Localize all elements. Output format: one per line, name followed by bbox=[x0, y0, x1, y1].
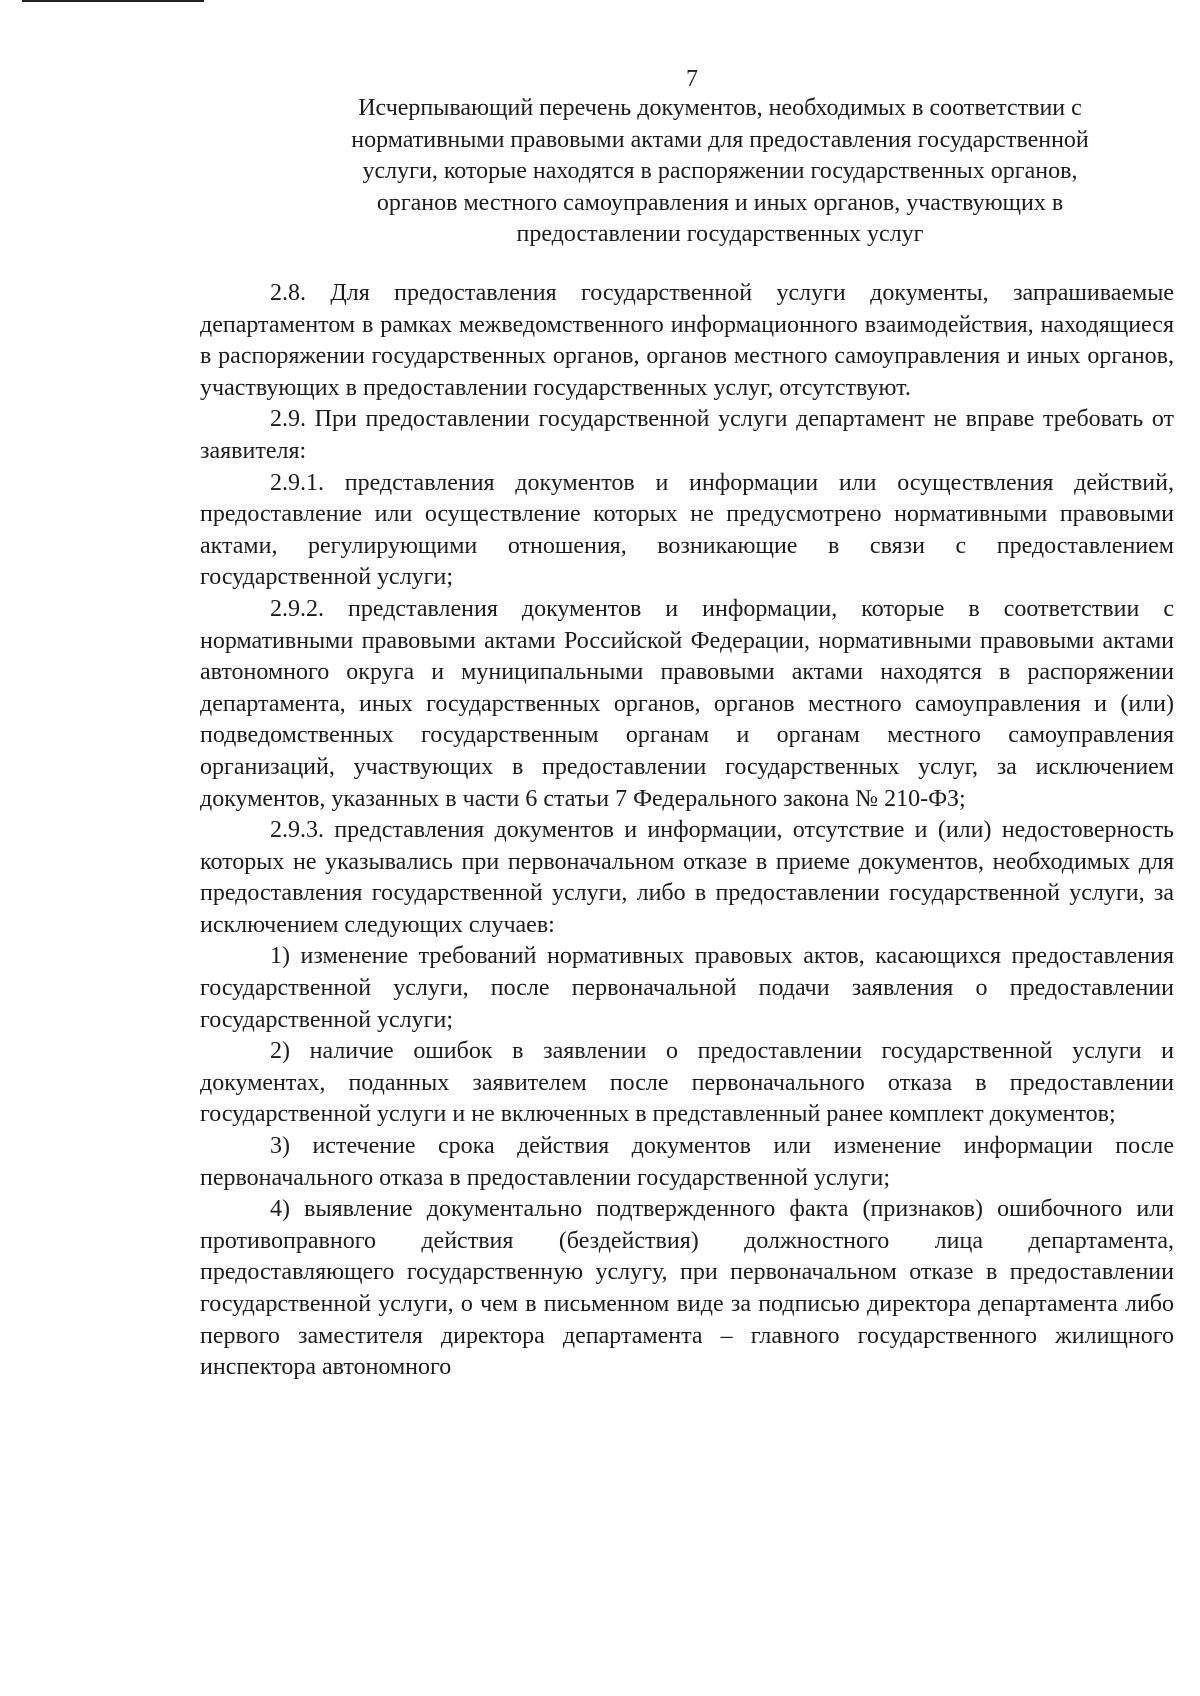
list-item-2: 2) наличие ошибок в заявлении о предоставлении государственной услуги и документах, поданных заявителем после первоначального отказа в предоставлении государственной услуги и не включенных в представленный ранее комплект документов; bbox=[200, 1038, 1174, 1128]
document-body bbox=[200, 278, 1174, 1384]
paragraph-2-9-1: 2.9.1. представления документов и информации или осуществления действий, предоставление или осуществление которых не предусмотрено нормативными правовыми актами, регулирующими отношения, возникающие в связи с предоставлением государственной услуги; bbox=[200, 469, 1174, 591]
list-item-4: 4) выявление документально подтвержденного факта (признаков) ошибочного или противоправного действия (бездействия) должностного лица департамента, предоставляющего государственную услугу, при первоначальном отказе в предоставлении государственной услуги, о чем в письменном виде за подписью директора департамента либо первого заместителя директора департамента – главного государственного жилищного инспектора автономного bbox=[200, 1196, 1174, 1381]
heading-line: Исчерпывающий перечень документов, необходимых в соответствии с bbox=[358, 95, 1082, 121]
heading-line: нормативными правовыми актами для предоставления государственной bbox=[351, 126, 1089, 153]
list-item-1: 1) изменение требований нормативных правовых актов, касающихся предоставления государственной услуги, после первоначальной подачи заявления о предоставлении государственной услуги; bbox=[200, 943, 1174, 1033]
section-heading bbox=[278, 93, 1162, 251]
paragraph-2-8: 2.8. Для предоставления государственной услуги документы, запрашиваемые департаментом в рамках межведомственного информационного взаимодействия, находящиеся в распоряжении государственных органов, органов местного самоуправления и иных органов, участвующих в предоставлении государственных услуг, отсутствуют. bbox=[200, 280, 1174, 401]
heading-line: услуги, которые находятся в распоряжении государственных органов, bbox=[362, 158, 1078, 185]
page-number: 7 bbox=[686, 66, 698, 92]
paragraph-2-9-3: 2.9.3. представления документов и информации, отсутствие и (или) недостоверность которых не указывались при первоначальном отказе в приеме документов, необходимых для предоставления государственной услуги, либо в предоставлении государственной услуги, за исключением следующих случаев: bbox=[200, 817, 1174, 938]
paragraph-2-9-2: 2.9.2. представления документов и информации, которые в соответствии с нормативными правовыми актами Российской Федерации, нормативными правовыми актами автономного округа и муниципальными правовыми актами находятся в распоряжении департамента, иных государственных органов, органов местного самоуправления и (или) подведомственных государственным органам и органам местного самоуправления организаций, участвующих в предоставлении государственных услуг, за исключением документов, указанных в части 6 статьи 7 Федерального закона № 210-ФЗ; bbox=[200, 595, 1174, 812]
heading-line: предоставлении государственных услуг bbox=[516, 221, 924, 248]
paragraph-2-9: 2.9. При предоставлении государственной услуги департамент не вправе требовать от заявителя: bbox=[200, 406, 1174, 464]
heading-line: органов местного самоуправления и иных органов, участвующих в bbox=[376, 189, 1064, 216]
list-item-3: 3) истечение срока действия документов или изменение информации после первоначального отказа в предоставлении государственной услуги; bbox=[200, 1133, 1174, 1191]
top-edge-rule bbox=[22, 0, 204, 2]
